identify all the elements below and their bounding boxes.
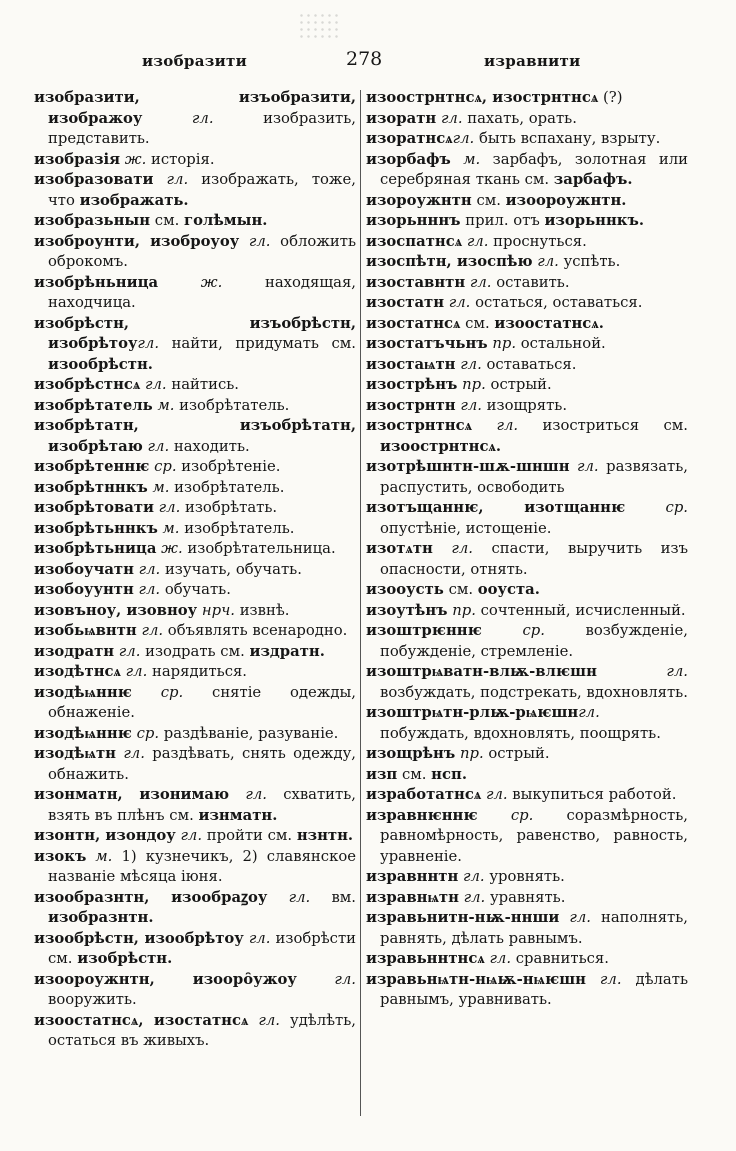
entry-headword: изоостатнсѧ, изостатнсѧ (34, 1011, 249, 1029)
entry-headword: изоороужнтн, изооро̑ужоу (34, 970, 297, 988)
part-of-speech: ср. (481, 622, 586, 639)
entry-definition: обложить оброкомъ. (48, 232, 356, 270)
entry-headword: изобрѣстнсѧ (34, 376, 141, 393)
dictionary-entry (34, 970, 356, 1011)
dictionary-entry (366, 109, 688, 130)
part-of-speech: гл. (585, 970, 636, 988)
entry-definition: извнѣ. (239, 601, 290, 619)
entry-definition: острый. (488, 745, 550, 762)
part-of-speech: ж. (120, 150, 152, 168)
dictionary-entry (366, 703, 688, 744)
part-of-speech: м. (157, 519, 185, 537)
part-of-speech: гл. (452, 130, 479, 147)
part-of-speech: гл. (484, 950, 516, 967)
entry-definition: изобрѣтатель. (179, 396, 290, 414)
entry-definition: 1) кузнечикъ, 2) славянское названіе мѣсяца іюня. (48, 847, 356, 885)
entry-definition: изобрѣтатель. (184, 519, 295, 537)
part-of-speech: гл. (472, 417, 543, 434)
entry-definition: см. (397, 765, 432, 783)
entry-headword: изотѧтн (366, 540, 433, 557)
part-of-speech: гл. (142, 437, 174, 455)
dictionary-entry (366, 129, 688, 150)
dictionary-entry (34, 88, 356, 150)
part-of-speech: гл. (458, 888, 490, 906)
dictionary-entry (34, 375, 356, 396)
entry-headword: изороужнтн (366, 191, 472, 209)
part-of-speech: пр. (457, 376, 491, 393)
dictionary-entry (366, 88, 688, 109)
entry-headword: изобьѩвнтн (34, 622, 137, 639)
dictionary-entry (366, 580, 688, 601)
part-of-speech: гл. (532, 253, 564, 270)
entry-definition: нарядиться. (151, 663, 248, 680)
entry-headword: изотъщаннѥ, изотщаннѥ (366, 499, 626, 516)
dictionary-entry (34, 888, 356, 929)
dictionary-entry (34, 519, 356, 540)
dictionary-entry (366, 314, 688, 335)
entry-definition: удѣлѣть, остаться въ живыхъ. (48, 1011, 356, 1049)
entry-definition: изодрать см. (145, 642, 250, 660)
entry-definition: развязать, распустить, освободить (380, 458, 688, 496)
entry-headword: изоштрѩтн-рлѭ-рѩѥшн (366, 704, 579, 721)
entry-definition: возбужденіе, побужденіе, стремленіе. (380, 622, 688, 660)
entry-headword: изотрѣшнтн-шѫ-шншн (366, 458, 570, 475)
entry-headword: изообразнтн, изообраꙁоу (34, 888, 268, 906)
dictionary-entry (366, 211, 688, 232)
entry-headword: изобразьнын (34, 212, 151, 229)
part-of-speech: нрч. (197, 601, 240, 619)
entry-definition: наполнять, равнять, дѣлать равнымъ. (380, 909, 688, 947)
entry-headword: нсп. (431, 765, 467, 783)
entry-definition: сравниться. (515, 950, 609, 967)
entry-definition: острый. (490, 376, 552, 393)
part-of-speech: гл. (432, 540, 492, 557)
entry-headword: изодратн (34, 642, 115, 660)
dictionary-entry (366, 806, 688, 868)
entry-headword: ооуста. (477, 581, 540, 598)
entry-definition: см. (150, 212, 184, 229)
dictionary-entry (366, 293, 688, 314)
dictionary-entry (366, 273, 688, 294)
dictionary-entry (34, 150, 356, 171)
entry-definition: изостриться см. (542, 417, 688, 434)
part-of-speech: гл. (248, 1011, 290, 1029)
dictionary-entry (34, 478, 356, 499)
entry-headword: изобрѣстн. (77, 950, 173, 967)
entry-headword: изобрѣтатель (34, 396, 153, 414)
entry-headword: изообрѣстн, изообрѣтоу (34, 929, 244, 947)
dictionary-entry (366, 252, 688, 273)
dictionary-entry (366, 232, 688, 253)
entry-headword: изп (366, 765, 398, 783)
part-of-speech: гл. (137, 335, 172, 352)
part-of-speech: гл. (267, 888, 332, 906)
dictionary-entry (366, 601, 688, 622)
part-of-speech: гл. (114, 642, 146, 660)
part-of-speech: пр. (487, 335, 521, 352)
part-of-speech: м. (147, 478, 175, 496)
dictionary-entry (366, 416, 688, 457)
part-of-speech: гл. (153, 499, 185, 516)
entry-definition: раздѣваніе, разуваніе. (163, 724, 339, 742)
dictionary-entry (34, 601, 356, 622)
entry-headword: нзнтн. (296, 827, 354, 844)
entry-definition: см. (460, 314, 495, 332)
part-of-speech: гл. (481, 786, 513, 803)
entry-headword: изобрѣтьница (34, 540, 157, 557)
entry-definition: выкупиться работой. (512, 786, 677, 803)
entry-definition: схватить, взять въ плѣнъ см. (48, 786, 356, 824)
entry-definition: обучать. (164, 581, 231, 598)
entry-definition: оставить. (496, 273, 570, 291)
part-of-speech: гл. (455, 396, 487, 414)
part-of-speech: гл. (136, 622, 168, 639)
entry-headword: изобоучатн (34, 560, 134, 578)
entry-definition: спасти, выручить изъ опасности, отнять. (380, 540, 688, 578)
entry-definition: пахать, орать. (467, 109, 577, 127)
entry-headword: изобрѣтатн, изъобрѣтатн, изобрѣтаю (34, 417, 356, 455)
part-of-speech: пр. (447, 601, 481, 619)
part-of-speech: гл. (455, 355, 487, 373)
entry-definition: оставаться. (486, 355, 577, 373)
entry-headword: изоратн (366, 109, 437, 127)
part-of-speech: гл. (140, 376, 172, 393)
entry-definition: соразмѣрность, равномѣрность, равенство, равность, уравненіе. (380, 806, 688, 865)
entry-headword: зарбафъ. (553, 171, 633, 188)
entry-definition: вооружить. (48, 991, 137, 1008)
entry-headword: изобрѣтьннкъ (34, 519, 158, 537)
dictionary-entry (366, 621, 688, 662)
entry-definition: изощрять. (486, 396, 568, 414)
dictionary-entry (366, 457, 688, 498)
part-of-speech: ж. (158, 273, 265, 291)
entry-definition: найтись. (171, 376, 239, 393)
entry-definition: уровнять. (489, 868, 565, 885)
entry-headword: изоспѣтн, изоспѣю (366, 253, 533, 270)
entry-headword: изоострнтнсѧ, изострнтнсѧ (366, 89, 599, 106)
dictionary-entry (34, 580, 356, 601)
part-of-speech: гл. (296, 970, 357, 988)
entry-headword: изоостатнсѧ. (494, 314, 604, 332)
dictionary-entry (34, 642, 356, 663)
entry-definition: изобрѣтательница. (187, 540, 336, 557)
entry-headword: изработатнсѧ (366, 786, 482, 803)
entry-headword: изообрѣстн. (48, 355, 153, 373)
dictionary-entry (34, 621, 356, 642)
part-of-speech: ср. (131, 683, 213, 701)
entry-headword: изобразити, изъобразити, изображоу (34, 89, 356, 127)
entry-headword: изобразовати (34, 171, 154, 188)
entry-headword: изоратнсѧ (366, 130, 453, 147)
part-of-speech: м. (450, 150, 493, 168)
entry-headword: изонматн, изонимаю (34, 786, 230, 803)
entry-headword: голѣмын. (184, 212, 268, 229)
entry-definition: уравнять. (489, 888, 566, 906)
dictionary-entry (34, 662, 356, 683)
entry-headword: изодѣѩннѥ (34, 724, 132, 742)
dictionary-entry (34, 416, 356, 457)
entry-definition: остаться, оставаться. (475, 294, 643, 311)
entry-headword: изорбафъ (366, 150, 451, 168)
dictionary-entry (366, 662, 688, 703)
dictionary-entry (366, 785, 688, 806)
entry-headword: изоставнтн (366, 273, 466, 291)
entry-definition: быть вспахану, взрыту. (478, 130, 661, 147)
part-of-speech: гл. (120, 663, 152, 680)
dictionary-entry (34, 847, 356, 888)
entry-headword: изравьннтнсѧ (366, 950, 485, 967)
column-divider (360, 90, 361, 1116)
entry-definition: найти, придумать см. (171, 335, 356, 352)
entry-headword: изобразнтн. (48, 909, 154, 926)
dictionary-entry (34, 170, 356, 211)
entry-headword: изобрѣтеннѥ (34, 458, 150, 475)
dictionary-entry (366, 334, 688, 355)
entry-headword: изооусть (366, 581, 444, 598)
entry-definition: прил. отъ (460, 212, 545, 229)
entry-headword: изоштрѩватн-влѭ-влѥшн (366, 663, 597, 680)
entry-definition: находить. (173, 437, 250, 455)
part-of-speech: гл. (462, 232, 494, 250)
dictionary-entry (366, 150, 688, 191)
part-of-speech: гл. (142, 109, 264, 127)
entry-definition: см. (443, 581, 478, 598)
entry-definition: зарбафъ, золотная или серебряная ткань см. (380, 150, 688, 188)
entry-definition: изучать, обучать. (164, 560, 302, 578)
entry-definition: побуждать, вдохновлять, поощрять. (380, 724, 661, 742)
entry-definition: опустѣніе, истощеніе. (380, 519, 552, 537)
dictionary-entry (366, 191, 688, 212)
part-of-speech: ср. (149, 458, 182, 475)
dictionary-entry (366, 498, 688, 539)
entry-definition: изобрѣтатель. (174, 478, 285, 496)
entry-headword: изобрѣтннкъ (34, 478, 148, 496)
part-of-speech: гл. (578, 704, 600, 721)
entry-headword: изостатнсѧ (366, 314, 461, 332)
dictionary-entry (34, 683, 356, 724)
part-of-speech: гл. (596, 663, 688, 680)
entry-headword: изострнтнсѧ (366, 417, 473, 434)
part-of-speech: гл. (153, 171, 202, 188)
dictionary-entry (34, 826, 356, 847)
left-running-headword: изобразити (142, 52, 248, 70)
entry-definition: раздѣвать, снять одежду, обнажить. (48, 745, 356, 783)
part-of-speech: гл. (133, 560, 165, 578)
entry-headword: изодѣѩннѥ (34, 683, 132, 701)
entry-definition: объявлять всенародно. (167, 622, 348, 639)
dictionary-entry (366, 867, 688, 888)
entry-headword: изостатн (366, 294, 445, 311)
dictionary-entry (34, 1011, 356, 1052)
part-of-speech: гл. (436, 109, 468, 127)
part-of-speech: ср. (131, 724, 164, 742)
right-running-headword: изравнити (484, 52, 581, 70)
entry-headword: изодѣѩтн (34, 745, 116, 762)
entry-definition: сочтенный, исчисленный. (480, 601, 686, 619)
entry-definition: успѣть. (563, 253, 621, 270)
entry-headword: изострѣнъ (366, 376, 458, 393)
entry-headword: изравнѩтн (366, 888, 459, 906)
dictionary-entry (366, 744, 688, 765)
entry-definition: см. (471, 191, 506, 209)
entry-definition: изобразить, представить. (48, 109, 356, 147)
dictionary-entry (34, 232, 356, 273)
entry-definition: изобрѣсти см. (48, 929, 356, 967)
part-of-speech: гл. (569, 458, 607, 475)
entry-headword: изорьннкъ. (544, 212, 644, 229)
entry-headword: изнматн. (198, 806, 278, 824)
entry-definition: вм. (331, 888, 356, 906)
dictionary-entry (34, 929, 356, 970)
dictionary-entry (366, 539, 688, 580)
part-of-speech: гл. (465, 273, 497, 291)
paper-stain (298, 12, 338, 42)
entry-headword: изобрѣстн, изъобрѣстн, изобрѣтоу (34, 314, 356, 352)
right-column (366, 88, 688, 1011)
dictionary-entry (366, 970, 688, 1011)
entry-definition: находящая, находчица. (48, 273, 356, 311)
part-of-speech: м. (152, 396, 180, 414)
entry-definition: изображать, тоже, что (48, 171, 356, 209)
dictionary-entry (34, 785, 356, 826)
dictionary-entry (34, 744, 356, 785)
entry-definition: пройти см. (206, 827, 297, 844)
entry-headword: изобоуунтн (34, 581, 134, 598)
entry-headword: изоброунти, изоброуоу (34, 232, 240, 250)
entry-headword: изощрѣнъ (366, 745, 456, 762)
dictionary-entry (366, 355, 688, 376)
dictionary-entry (366, 375, 688, 396)
dictionary-entry (34, 396, 356, 417)
part-of-speech: ср. (477, 806, 567, 824)
entry-headword: изонтн, изондоу (34, 827, 176, 844)
entry-definition: остальной. (520, 335, 606, 352)
page-number: 278 (346, 48, 383, 70)
entry-definition: проснуться. (493, 232, 587, 250)
entry-definition: изобрѣтать. (184, 499, 278, 516)
entry-headword: издратн. (249, 642, 325, 660)
part-of-speech: ж. (156, 540, 188, 557)
dictionary-entry (366, 908, 688, 949)
entry-headword: изоострнтнсѧ. (380, 437, 502, 455)
entry-headword: изоутѣнъ (366, 601, 448, 619)
entry-headword: изравннтн (366, 868, 459, 885)
part-of-speech: гл. (116, 745, 153, 762)
part-of-speech: гл. (133, 581, 165, 598)
entry-headword: изорьнннъ (366, 212, 461, 229)
entry-headword: изоштрѥннѥ (366, 622, 482, 639)
entry-definition: изобрѣтеніе. (181, 458, 281, 475)
left-column (34, 88, 356, 1052)
entry-headword: изовъноу, изовноу (34, 601, 198, 619)
part-of-speech: гл. (239, 232, 281, 250)
dictionary-entry (34, 314, 356, 376)
part-of-speech: гл. (243, 929, 276, 947)
dictionary-entry (366, 949, 688, 970)
dictionary-entry (34, 560, 356, 581)
dictionary-entry (34, 498, 356, 519)
part-of-speech: гл. (458, 868, 490, 885)
entry-definition: возбуждать, подстрекать, вдохновлять. (380, 683, 688, 701)
entry-headword: изоспатнсѧ (366, 232, 463, 250)
entry-headword: изображать. (79, 191, 189, 209)
entry-headword: изобрѣтовати (34, 499, 154, 516)
dictionary-entry (34, 211, 356, 232)
entry-definition: исторія. (151, 150, 215, 168)
part-of-speech: м. (86, 847, 122, 865)
dictionary-entry (34, 724, 356, 745)
entry-headword: изобрѣньница (34, 273, 159, 291)
dictionary-entry (366, 765, 688, 786)
part-of-speech: пр. (455, 745, 489, 762)
part-of-speech: гл. (229, 786, 284, 803)
dictionary-entry (366, 396, 688, 417)
entry-headword: изодѣтнсѧ (34, 663, 121, 680)
entry-definition: (?) (598, 89, 623, 106)
part-of-speech: гл. (559, 909, 601, 926)
entry-headword: изострнтн (366, 396, 456, 414)
entry-headword: изостаѩтн (366, 355, 456, 373)
dictionary-entry (366, 888, 688, 909)
entry-headword: изобразія (34, 150, 121, 168)
entry-definition: дѣлать равнымъ, уравнивать. (380, 970, 688, 1008)
part-of-speech: гл. (444, 294, 476, 311)
entry-headword: изравьнитн-нѭ-ннши (366, 909, 560, 926)
part-of-speech: ср. (625, 499, 689, 516)
dictionary-entry (34, 457, 356, 478)
entry-headword: изоороужнтн. (505, 191, 627, 209)
entry-headword: изравнѥннѥ (366, 806, 478, 824)
entry-headword: изостатъчьнъ (366, 335, 488, 352)
part-of-speech: гл. (175, 827, 207, 844)
dictionary-entry (34, 539, 356, 560)
running-header (30, 44, 706, 74)
entry-definition: снятіе одежды, обнаженіе. (48, 683, 356, 721)
entry-headword: изравьнѩтн-нѩѭ-нѩѥшн (366, 970, 586, 988)
dictionary-entry (34, 273, 356, 314)
entry-headword: изокъ (34, 847, 87, 865)
